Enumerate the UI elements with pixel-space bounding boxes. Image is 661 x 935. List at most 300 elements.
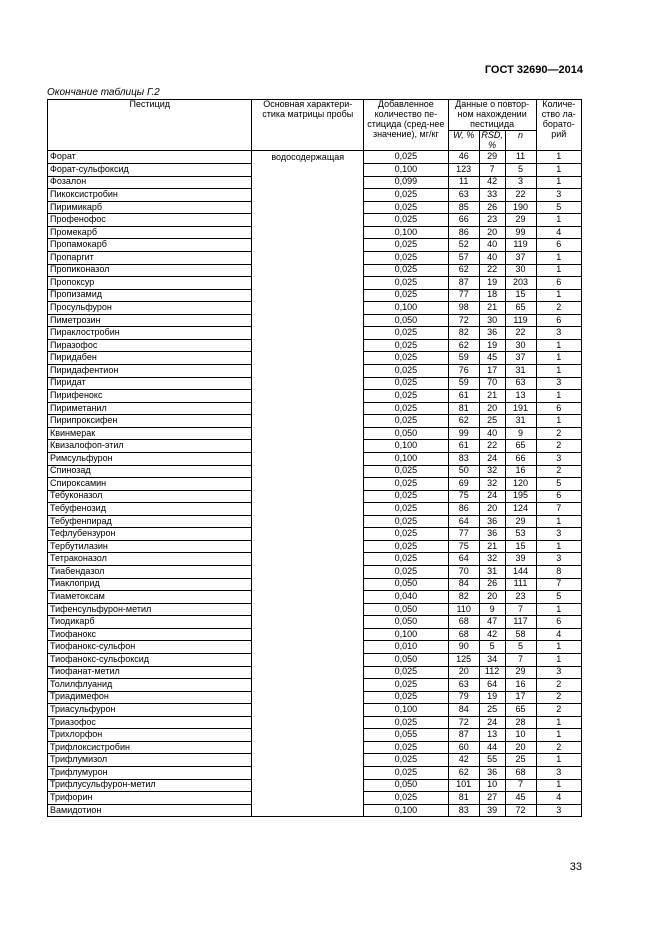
pesticide-name: Пиридат — [48, 377, 252, 390]
pesticide-name: Профенофос — [48, 214, 252, 227]
w-value: 72 — [448, 716, 479, 729]
w-value: 81 — [448, 792, 479, 805]
labs-count: 6 — [536, 616, 581, 629]
labs-count: 1 — [536, 264, 581, 277]
table-row — [48, 767, 582, 780]
table-row — [48, 691, 582, 704]
header-added-amount: Добавленное количество пе-стицида (сред-нее значение), мг/кг — [364, 100, 449, 151]
added-amount: 0,025 — [364, 540, 449, 553]
labs-count: 2 — [536, 465, 581, 478]
labs-count: 5 — [536, 478, 581, 491]
labs-count: 7 — [536, 578, 581, 591]
rsd-value: 17 — [479, 365, 505, 378]
pesticide-name: Тебуфенпирад — [48, 515, 252, 528]
table-row — [48, 704, 582, 717]
matrix-cell — [252, 415, 364, 428]
table-row — [48, 415, 582, 428]
w-value: 123 — [448, 164, 479, 177]
pesticide-name: Тебуконазол — [48, 490, 252, 503]
n-value: 144 — [505, 566, 536, 579]
rsd-value: 112 — [479, 666, 505, 679]
matrix-cell — [252, 540, 364, 553]
pesticide-name: Вамидотион — [48, 804, 252, 817]
pesticide-name: Форат-сульфоксид — [48, 164, 252, 177]
pesticide-name: Пириметанил — [48, 402, 252, 415]
table-row — [48, 779, 582, 792]
w-value: 75 — [448, 490, 479, 503]
labs-count: 2 — [536, 691, 581, 704]
added-amount: 0,100 — [364, 164, 449, 177]
rsd-value: 36 — [479, 515, 505, 528]
pesticide-name: Пиридафентион — [48, 365, 252, 378]
header-rsd: RSD, % — [479, 130, 505, 151]
added-amount: 0,050 — [364, 616, 449, 629]
n-value: 53 — [505, 528, 536, 541]
added-amount: 0,050 — [364, 603, 449, 616]
pesticide-name: Квизалофоп-этил — [48, 440, 252, 453]
w-value: 66 — [448, 214, 479, 227]
n-value: 10 — [505, 729, 536, 742]
n-value: 66 — [505, 452, 536, 465]
rsd-value: 34 — [479, 653, 505, 666]
added-amount: 0,025 — [364, 490, 449, 503]
labs-count: 1 — [536, 540, 581, 553]
matrix-cell — [252, 503, 364, 516]
labs-count: 1 — [536, 729, 581, 742]
rsd-value: 32 — [479, 553, 505, 566]
n-value: 16 — [505, 679, 536, 692]
matrix-cell — [252, 779, 364, 792]
rsd-value: 55 — [479, 754, 505, 767]
labs-count: 6 — [536, 490, 581, 503]
rsd-value: 20 — [479, 226, 505, 239]
matrix-cell — [252, 628, 364, 641]
n-value: 30 — [505, 339, 536, 352]
n-value: 63 — [505, 377, 536, 390]
added-amount: 0,025 — [364, 377, 449, 390]
w-value: 68 — [448, 616, 479, 629]
labs-count: 1 — [536, 365, 581, 378]
labs-count: 1 — [536, 779, 581, 792]
added-amount: 0,025 — [364, 666, 449, 679]
table-row — [48, 754, 582, 767]
added-amount: 0,025 — [364, 528, 449, 541]
rsd-value: 19 — [479, 277, 505, 290]
pesticide-name: Пирипроксифен — [48, 415, 252, 428]
matrix-cell — [252, 176, 364, 189]
labs-count: 1 — [536, 754, 581, 767]
w-value: 99 — [448, 427, 479, 440]
rsd-value: 40 — [479, 251, 505, 264]
matrix-cell — [252, 427, 364, 440]
labs-count: 1 — [536, 515, 581, 528]
pesticide-name: Трифлумурон — [48, 767, 252, 780]
n-value: 119 — [505, 314, 536, 327]
table-body — [48, 151, 582, 817]
matrix-cell — [252, 189, 364, 202]
added-amount: 0,100 — [364, 804, 449, 817]
table-row — [48, 452, 582, 465]
n-value: 119 — [505, 239, 536, 252]
w-value: 11 — [448, 176, 479, 189]
table-row — [48, 427, 582, 440]
added-amount: 0,025 — [364, 478, 449, 491]
n-value: 30 — [505, 264, 536, 277]
labs-count: 3 — [536, 767, 581, 780]
rsd-value: 25 — [479, 415, 505, 428]
pesticide-name: Пропизамид — [48, 289, 252, 302]
table-row — [48, 666, 582, 679]
w-value: 125 — [448, 653, 479, 666]
rsd-value: 22 — [479, 440, 505, 453]
labs-count: 2 — [536, 741, 581, 754]
matrix-cell — [252, 804, 364, 817]
pesticide-name: Тетраконазол — [48, 553, 252, 566]
added-amount: 0,025 — [364, 390, 449, 403]
rsd-value: 24 — [479, 716, 505, 729]
n-value: 3 — [505, 176, 536, 189]
matrix-cell — [252, 452, 364, 465]
w-value: 59 — [448, 352, 479, 365]
table-row — [48, 729, 582, 742]
rsd-value: 64 — [479, 679, 505, 692]
matrix-cell — [252, 289, 364, 302]
table-row — [48, 201, 582, 214]
labs-count: 1 — [536, 164, 581, 177]
table-row — [48, 641, 582, 654]
table-row — [48, 214, 582, 227]
rsd-value: 20 — [479, 402, 505, 415]
pesticide-name: Пикоксистробин — [48, 189, 252, 202]
rsd-value: 44 — [479, 741, 505, 754]
matrix-cell — [252, 767, 364, 780]
matrix-cell: водосодержащая — [252, 151, 364, 164]
matrix-cell — [252, 226, 364, 239]
n-value: 68 — [505, 767, 536, 780]
w-value: 62 — [448, 264, 479, 277]
rsd-value: 45 — [479, 352, 505, 365]
pesticide-name: Триадимефон — [48, 691, 252, 704]
n-value: 20 — [505, 741, 536, 754]
rsd-value: 23 — [479, 214, 505, 227]
added-amount: 0,100 — [364, 704, 449, 717]
matrix-cell — [252, 201, 364, 214]
pesticide-name: Трифлусульфурон-метил — [48, 779, 252, 792]
table-row — [48, 339, 582, 352]
table-row — [48, 289, 582, 302]
w-value: 110 — [448, 603, 479, 616]
added-amount: 0,050 — [364, 779, 449, 792]
n-value: 29 — [505, 214, 536, 227]
table-row — [48, 390, 582, 403]
labs-count: 3 — [536, 452, 581, 465]
added-amount: 0,025 — [364, 503, 449, 516]
w-value: 68 — [448, 628, 479, 641]
w-value: 62 — [448, 767, 479, 780]
rsd-value: 20 — [479, 591, 505, 604]
matrix-cell — [252, 264, 364, 277]
pesticide-name: Пропоксур — [48, 277, 252, 290]
matrix-cell — [252, 314, 364, 327]
table-row — [48, 528, 582, 541]
rsd-value: 40 — [479, 427, 505, 440]
pesticide-name: Тиофанат-метил — [48, 666, 252, 679]
added-amount: 0,025 — [364, 264, 449, 277]
matrix-cell — [252, 691, 364, 704]
n-value: 99 — [505, 226, 536, 239]
matrix-cell — [252, 754, 364, 767]
w-value: 62 — [448, 415, 479, 428]
table-row — [48, 591, 582, 604]
n-value: 22 — [505, 189, 536, 202]
added-amount: 0,055 — [364, 729, 449, 742]
w-value: 86 — [448, 503, 479, 516]
added-amount: 0,100 — [364, 452, 449, 465]
n-value: 111 — [505, 578, 536, 591]
rsd-value: 26 — [479, 578, 505, 591]
labs-count: 1 — [536, 289, 581, 302]
labs-count: 4 — [536, 628, 581, 641]
labs-count: 6 — [536, 314, 581, 327]
w-value: 52 — [448, 239, 479, 252]
n-value: 23 — [505, 591, 536, 604]
w-value: 64 — [448, 553, 479, 566]
matrix-cell — [252, 679, 364, 692]
added-amount: 0,025 — [364, 402, 449, 415]
w-value: 42 — [448, 754, 479, 767]
rsd-value: 24 — [479, 490, 505, 503]
n-value: 65 — [505, 440, 536, 453]
w-value: 69 — [448, 478, 479, 491]
n-value: 31 — [505, 415, 536, 428]
added-amount: 0,025 — [364, 289, 449, 302]
n-value: 65 — [505, 302, 536, 315]
added-amount: 0,025 — [364, 415, 449, 428]
labs-count: 1 — [536, 214, 581, 227]
pesticide-name: Тиаметоксам — [48, 591, 252, 604]
rsd-value: 24 — [479, 452, 505, 465]
w-value: 87 — [448, 729, 479, 742]
w-value: 50 — [448, 465, 479, 478]
added-amount: 0,025 — [364, 691, 449, 704]
added-amount: 0,025 — [364, 566, 449, 579]
pesticide-name: Просульфурон — [48, 302, 252, 315]
matrix-cell — [252, 402, 364, 415]
table-row — [48, 603, 582, 616]
matrix-cell — [252, 741, 364, 754]
n-value: 117 — [505, 616, 536, 629]
rsd-value: 32 — [479, 465, 505, 478]
matrix-cell — [252, 792, 364, 805]
pesticide-name: Тебуфенозид — [48, 503, 252, 516]
w-value: 63 — [448, 189, 479, 202]
pesticide-name: Спинозад — [48, 465, 252, 478]
table-row — [48, 716, 582, 729]
table-row — [48, 365, 582, 378]
pesticide-name: Трифлумизол — [48, 754, 252, 767]
labs-count: 5 — [536, 591, 581, 604]
n-value: 31 — [505, 365, 536, 378]
table-row — [48, 226, 582, 239]
w-value: 101 — [448, 779, 479, 792]
w-value: 81 — [448, 402, 479, 415]
rsd-value: 7 — [479, 164, 505, 177]
rsd-value: 70 — [479, 377, 505, 390]
matrix-cell — [252, 578, 364, 591]
pesticide-name: Квинмерак — [48, 427, 252, 440]
w-value: 98 — [448, 302, 479, 315]
added-amount: 0,025 — [364, 239, 449, 252]
rsd-value: 42 — [479, 176, 505, 189]
labs-count: 1 — [536, 251, 581, 264]
matrix-cell — [252, 327, 364, 340]
matrix-cell — [252, 164, 364, 177]
labs-count: 6 — [536, 239, 581, 252]
added-amount: 0,025 — [364, 251, 449, 264]
n-value: 72 — [505, 804, 536, 817]
rsd-value: 21 — [479, 302, 505, 315]
added-amount: 0,040 — [364, 591, 449, 604]
table-row — [48, 176, 582, 189]
n-value: 7 — [505, 653, 536, 666]
table-row — [48, 792, 582, 805]
table-row — [48, 465, 582, 478]
w-value: 59 — [448, 377, 479, 390]
w-value: 57 — [448, 251, 479, 264]
rsd-value: 18 — [479, 289, 505, 302]
matrix-cell — [252, 214, 364, 227]
matrix-cell — [252, 591, 364, 604]
header-labs: Количе-ство ла-борато-рий — [536, 100, 581, 151]
n-value: 39 — [505, 553, 536, 566]
table-row — [48, 616, 582, 629]
matrix-cell — [252, 302, 364, 315]
labs-count: 4 — [536, 792, 581, 805]
added-amount: 0,025 — [364, 679, 449, 692]
rsd-value: 36 — [479, 327, 505, 340]
n-value: 29 — [505, 515, 536, 528]
matrix-cell — [252, 365, 364, 378]
added-amount: 0,025 — [364, 553, 449, 566]
rsd-value: 31 — [479, 566, 505, 579]
w-value: 85 — [448, 201, 479, 214]
labs-count: 3 — [536, 189, 581, 202]
rsd-value: 29 — [479, 151, 505, 164]
table-row — [48, 653, 582, 666]
n-value: 45 — [505, 792, 536, 805]
n-value: 120 — [505, 478, 536, 491]
added-amount: 0,100 — [364, 628, 449, 641]
n-value: 7 — [505, 779, 536, 792]
rsd-value: 32 — [479, 478, 505, 491]
added-amount: 0,025 — [364, 189, 449, 202]
pesticide-name: Тербутилазин — [48, 540, 252, 553]
added-amount: 0,025 — [364, 365, 449, 378]
labs-count: 2 — [536, 302, 581, 315]
table-row — [48, 578, 582, 591]
n-value: 15 — [505, 289, 536, 302]
n-value: 37 — [505, 251, 536, 264]
labs-count: 1 — [536, 390, 581, 403]
pesticide-name: Пиримикарб — [48, 201, 252, 214]
matrix-cell — [252, 666, 364, 679]
table-row — [48, 314, 582, 327]
table-row — [48, 515, 582, 528]
matrix-cell — [252, 251, 364, 264]
matrix-cell — [252, 641, 364, 654]
added-amount: 0,025 — [364, 754, 449, 767]
n-value: 25 — [505, 754, 536, 767]
rsd-value: 36 — [479, 528, 505, 541]
header-n: n — [505, 130, 536, 151]
w-value: 62 — [448, 339, 479, 352]
rsd-value: 10 — [479, 779, 505, 792]
pesticide-name: Спироксамин — [48, 478, 252, 491]
added-amount: 0,025 — [364, 515, 449, 528]
table-row — [48, 327, 582, 340]
pesticide-name: Фозалон — [48, 176, 252, 189]
page-number: 33 — [569, 861, 582, 873]
table-row — [48, 490, 582, 503]
n-value: 65 — [505, 704, 536, 717]
table-caption: Окончание таблицы Г.2 — [47, 87, 160, 98]
header-pesticide: Пестицид — [48, 100, 252, 151]
table-row — [48, 352, 582, 365]
rsd-value: 19 — [479, 691, 505, 704]
table-row — [48, 189, 582, 202]
pesticide-name: Пропаргит — [48, 251, 252, 264]
n-value: 13 — [505, 390, 536, 403]
labs-count: 1 — [536, 603, 581, 616]
added-amount: 0,025 — [364, 767, 449, 780]
labs-count: 6 — [536, 277, 581, 290]
pesticide-name: Пиметрозин — [48, 314, 252, 327]
w-value: 83 — [448, 452, 479, 465]
matrix-cell — [252, 653, 364, 666]
n-value: 7 — [505, 603, 536, 616]
w-value: 83 — [448, 804, 479, 817]
pesticide-name: Пропамокарб — [48, 239, 252, 252]
n-value: 195 — [505, 490, 536, 503]
results-table — [47, 99, 582, 817]
labs-count: 1 — [536, 641, 581, 654]
labs-count: 1 — [536, 653, 581, 666]
labs-count: 3 — [536, 804, 581, 817]
added-amount: 0,100 — [364, 226, 449, 239]
rsd-value: 21 — [479, 390, 505, 403]
rsd-value: 30 — [479, 314, 505, 327]
added-amount: 0,025 — [364, 201, 449, 214]
added-amount: 0,025 — [364, 277, 449, 290]
table-row — [48, 804, 582, 817]
added-amount: 0,100 — [364, 440, 449, 453]
pesticide-name: Римсульфурон — [48, 452, 252, 465]
matrix-cell — [252, 440, 364, 453]
matrix-cell — [252, 478, 364, 491]
added-amount: 0,025 — [364, 716, 449, 729]
n-value: 22 — [505, 327, 536, 340]
n-value: 15 — [505, 540, 536, 553]
added-amount: 0,025 — [364, 339, 449, 352]
w-value: 60 — [448, 741, 479, 754]
table-row — [48, 553, 582, 566]
labs-count: 1 — [536, 176, 581, 189]
w-value: 61 — [448, 440, 479, 453]
w-value: 61 — [448, 390, 479, 403]
table-row — [48, 679, 582, 692]
w-value: 82 — [448, 591, 479, 604]
rsd-value: 20 — [479, 503, 505, 516]
